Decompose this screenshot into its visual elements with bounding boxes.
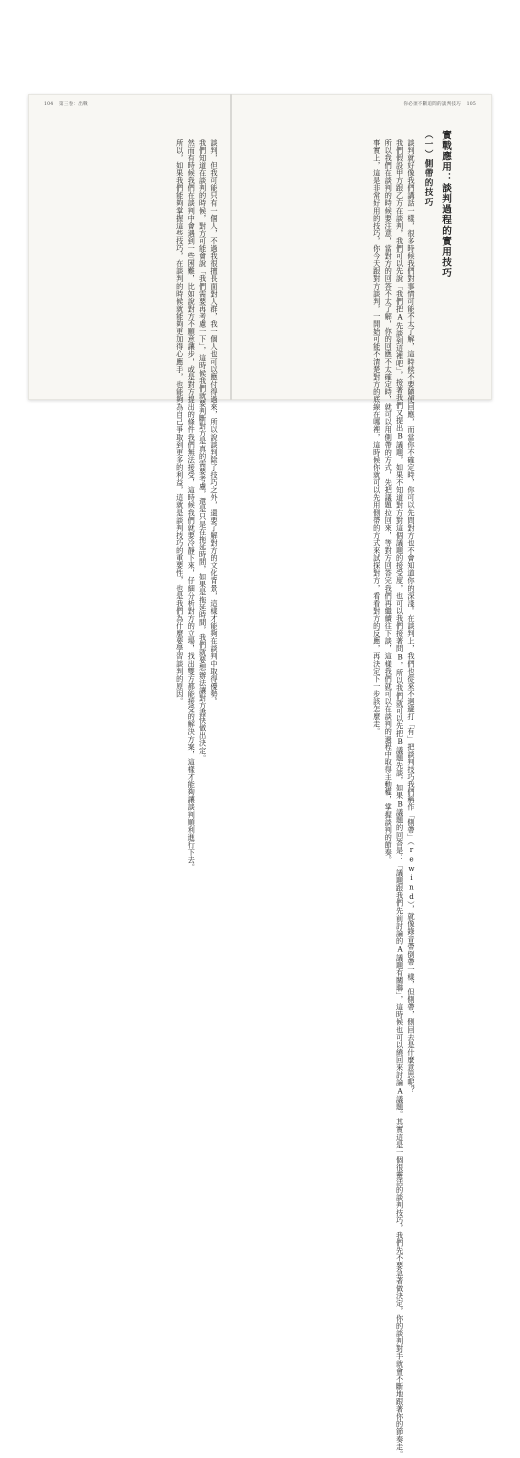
right-running-title: 你必須不斷追問的談判技巧: [403, 102, 461, 107]
left-page-body: 談判，但我可能只有一個人，不過我很擅長面對人群，我一個人也可以應付得過來，所以說談判除了技巧之外，還要了解對方的文化背景，這樣才能夠在談判中取得優勢。 我們知道在談判的時候，對方可能會說「我們需要再考慮一下」，這時候我們就要判斷對方是真的需要考慮，還是只是在拖延時間，如果是拖延時間，我們就要想辦法讓對方盡快做出決定。 然而有時候我們在談判中會遇到一些困難，比如說對方不願意讓步，或是對方提出的條件我們無法接受，這時候我們就要冷靜下來，仔細分析對方的立場，找出雙方都能接受的解決方案，這樣才能夠讓談判順利進行下去。 所以，如果我們能夠掌握這些技巧，在談判的時候就能夠更加得心應手，也能夠為自己爭取到更多的利益，這就是談判技巧的重要性，也是我們為什麼要學習談判的原因。: [175, 139, 219, 872]
section-title: 實戰應用：談判過程的實用技巧: [440, 130, 451, 279]
right-page-header: [403, 101, 480, 107]
left-page-header: [40, 101, 88, 107]
subsection-title: （一）側帶的技巧: [423, 130, 433, 207]
book-gutter: [230, 94, 232, 400]
right-page-number: 105: [466, 102, 476, 107]
left-page-number: 104: [44, 102, 54, 107]
left-running-title: 第三卷：出戰: [59, 102, 88, 107]
right-page-body: 談判就好像我們講話一樣，很多時候我們對事情可能不太了解，這時候不要隨便回應，而當你不確定時，你可以先問對方也不會知道你的深淺。在談判上，我們也從來不迴避打「有」把談判技巧我們稱作「側帶」（rewind），就像錄音帶倒帶一樣，但側帶，側回去是什麼意思呢？ 我們假設甲方跟乙方在談判，我們可以先說「我們把A先談到這裡吧」，接著我們又提出B議題，如果不知道對方對這個議題的接受度，也可以我們接著問B，所以我們就可以先把B議題先談，如果B議題的回答是：「議題跟我們先前討論的A議題有關聯」，這時候也可以繞回來討論A議題。其實這是一個很靈活的談判技巧，我們先不要急著做決定，你的談判對手就會不斷地跟著你的節奏走。 所以我們在談判的時候要注意，當對方的回答不太了解，你的回應不太確定時，就可以用側帶的方式，先把議題拉回來，等對方回答完我們再繼續往下談，這樣我們就可以在談判的過程中取得主動權，掌握談判的節奏。 事實上，這是非常好用的技巧，你今天跟對方談判，一開始可能不清楚對方的底線在哪裡，這時候你就可以先用側帶的方式來試探對方，看看對方的反應，再決定下一步該怎麼走。: [372, 139, 416, 1458]
